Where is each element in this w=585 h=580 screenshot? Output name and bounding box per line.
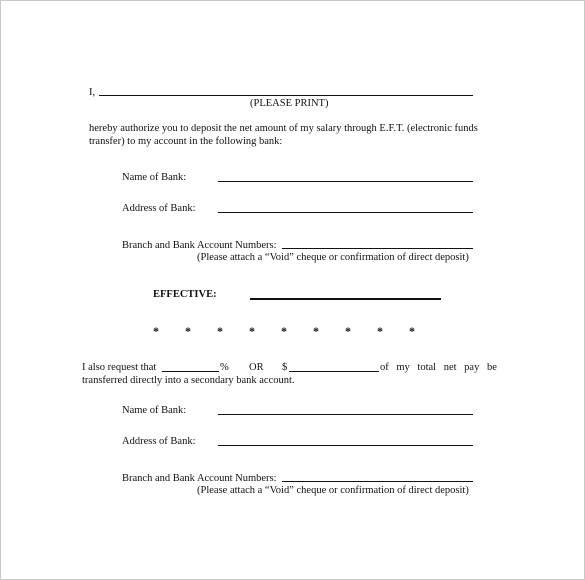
percent-field[interactable]	[162, 371, 219, 372]
primary-bank-name-field[interactable]	[218, 181, 473, 182]
request-suffix: of my total net pay be	[380, 362, 497, 373]
request-prefix: I also request that	[82, 362, 157, 373]
separator-star: *	[313, 324, 319, 338]
effective-date-field[interactable]	[250, 298, 441, 300]
secondary-bank-name-field[interactable]	[218, 414, 473, 415]
authorize-text-line2: transfer) to my account in the following bank:	[89, 136, 283, 147]
secondary-bank-address-label: Address of Bank:	[122, 436, 196, 447]
effective-label: EFFECTIVE:	[153, 289, 217, 300]
secondary-branch-account-label: Branch and Bank Account Numbers:	[122, 473, 277, 484]
separator-star: *	[153, 324, 159, 338]
secondary-branch-account-field[interactable]	[282, 481, 473, 482]
secondary-bank-name-label: Name of Bank:	[122, 405, 187, 416]
secondary-attach-note: (Please attach a “Void” cheque or confirmation of direct deposit)	[197, 485, 469, 496]
i-label: I,	[89, 87, 96, 98]
request-line2: transferred directly into a secondary bank account.	[82, 375, 295, 386]
primary-attach-note: (Please attach a “Void” cheque or confirmation of direct deposit)	[197, 252, 469, 263]
separator-star: *	[217, 324, 223, 338]
separator-star: *	[249, 324, 255, 338]
dollar-amount-field[interactable]	[289, 371, 379, 372]
primary-branch-account-label: Branch and Bank Account Numbers:	[122, 240, 277, 251]
or-word: OR	[249, 362, 264, 373]
separator-star: *	[281, 324, 287, 338]
separator-star: *	[409, 324, 415, 338]
primary-bank-name-label: Name of Bank:	[122, 172, 187, 183]
percent-sign: %	[220, 362, 229, 373]
dollar-sign: $	[282, 362, 288, 373]
please-print-caption: (PLEASE PRINT)	[250, 98, 329, 109]
secondary-bank-address-field[interactable]	[218, 445, 473, 446]
primary-branch-account-field[interactable]	[282, 248, 473, 249]
primary-bank-address-label: Address of Bank:	[122, 203, 196, 214]
employee-name-field[interactable]	[99, 95, 473, 96]
separator-star: *	[185, 324, 191, 338]
separator-star: *	[345, 324, 351, 338]
authorize-text-line1: hereby authorize you to deposit the net amount of my salary through E.F.T. (electronic funds	[89, 123, 478, 134]
primary-bank-address-field[interactable]	[218, 212, 473, 213]
separator-star: *	[377, 324, 383, 338]
